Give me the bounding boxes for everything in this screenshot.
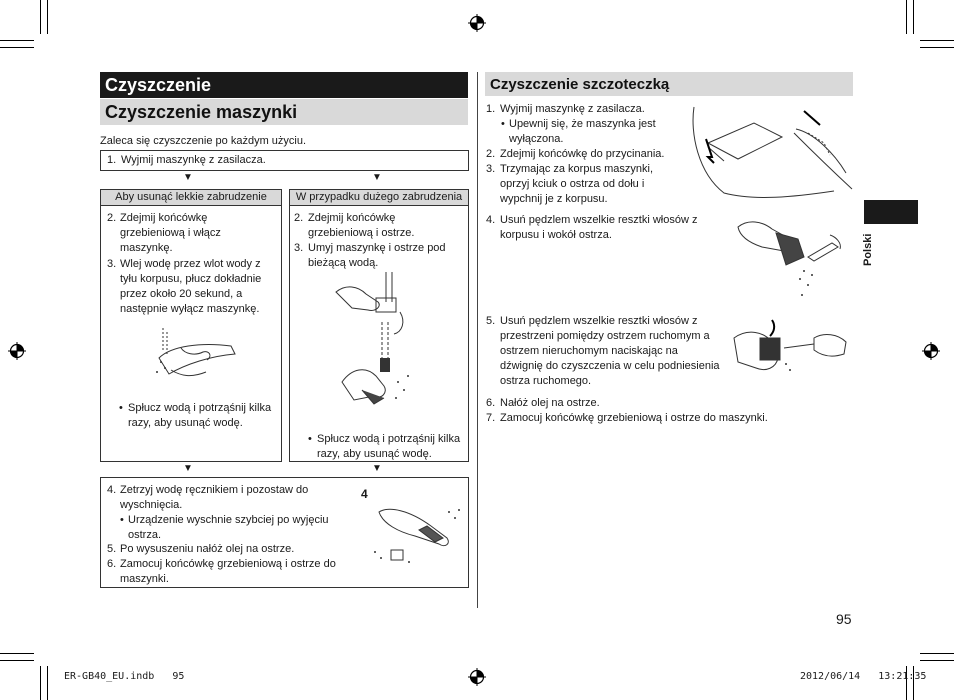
- crop-mark: [40, 0, 41, 34]
- note-line: razy, aby usunąć wodę.: [128, 417, 243, 429]
- step4-bullet-line: ostrza.: [128, 529, 162, 541]
- intro-text: Zaleca się czyszczenie po każdym użyciu.: [100, 135, 307, 147]
- brush-blade-illustration: [728, 318, 850, 390]
- registration-mark-icon: [468, 14, 486, 32]
- registration-mark-icon: [468, 668, 486, 686]
- crop-mark: [0, 40, 34, 41]
- crop-mark: [40, 666, 41, 700]
- step2-number: 2.: [294, 212, 304, 224]
- crop-mark: [0, 660, 34, 661]
- step3-line: bieżącą wodą.: [308, 257, 379, 269]
- language-tab: [864, 200, 918, 224]
- r-step4-line: korpusu i wokół ostrza.: [500, 229, 612, 241]
- crop-mark: [920, 660, 954, 661]
- r-step1-bullet: •: [501, 118, 505, 130]
- step3-number: 3.: [107, 258, 117, 270]
- arrow-down-icon: ▼: [372, 172, 382, 183]
- crop-mark: [47, 0, 48, 34]
- step3-line: tyłu korpusu, płucz dokładnie: [120, 273, 262, 285]
- wash-illustration: [332, 272, 422, 422]
- note-bullet: •: [119, 402, 123, 414]
- r-step1-text: Wyjmij maszynkę z zasilacza.: [500, 103, 645, 115]
- registration-mark-icon: [922, 342, 940, 360]
- step2-line: Zdejmij końcówkę: [308, 212, 396, 224]
- r-step3-line: oprzyj kciuk o ostrza od dołu i: [500, 178, 645, 190]
- step2-line: Zdejmij końcówkę: [120, 212, 208, 224]
- r-step3-line: wypchnij je z korpusu.: [500, 193, 608, 205]
- r-step6-number: 6.: [486, 397, 496, 409]
- footer-file: ER-GB40_EU.indb 95: [64, 671, 185, 682]
- note-line: razy, aby usunąć wodę.: [317, 448, 432, 460]
- arrow-down-icon: ▼: [183, 463, 193, 474]
- crop-mark: [920, 653, 954, 654]
- crop-mark: [906, 0, 907, 34]
- brush-body-illustration: [732, 213, 848, 307]
- r-step6-text: Nałóż olej na ostrze.: [500, 397, 600, 409]
- column-divider: [477, 72, 478, 608]
- r-step4-line: Usuń pędzlem wszelkie resztki włosów z: [500, 214, 698, 226]
- final-steps-box: [100, 477, 469, 588]
- r-step2-text: Zdejmij końcówkę do przycinania.: [500, 148, 665, 160]
- arrow-down-icon: ▼: [183, 172, 193, 183]
- note-line: Spłucz wodą i potrząśnij kilka: [317, 433, 461, 445]
- step4-line: Zetrzyj wodę ręcznikiem i pozostaw do: [120, 484, 309, 496]
- crop-mark: [0, 653, 34, 654]
- figure-label: 4: [361, 487, 368, 501]
- step3-line: przez około 20 sekund, a: [120, 288, 243, 300]
- r-step4-number: 4.: [486, 214, 496, 226]
- step4-bullet-line: Urządzenie wyschnie szybciej po wyjęciu: [128, 514, 329, 526]
- right-section-title: Czyszczenie szczoteczką: [485, 72, 853, 96]
- crop-mark: [47, 666, 48, 700]
- r-step1-bullet-line: Upewnij się, że maszynka jest: [509, 118, 656, 130]
- footer-date: 2012/06/14 13:21:35: [800, 671, 927, 682]
- arrow-down-icon: ▼: [372, 463, 382, 474]
- step3-number: 3.: [294, 242, 304, 254]
- page-number: 95: [836, 611, 852, 627]
- step1-text: Wyjmij maszynkę z zasilacza.: [121, 154, 266, 166]
- r-step3-line: Trzymając za korpus maszynki,: [500, 163, 654, 175]
- subsection-title: Czyszczenie maszynki: [100, 99, 468, 125]
- light-dirt-heading: Aby usunąć lekkie zabrudzenie: [101, 190, 281, 206]
- heavy-dirt-box: [289, 189, 469, 462]
- r-step2-number: 2.: [486, 148, 496, 160]
- step2-line: grzebieniową i włącz: [120, 227, 221, 239]
- registration-mark-icon: [8, 342, 26, 360]
- step4-bullet: •: [120, 514, 124, 526]
- r-step5-line: przestrzeni pomiędzy ostrzem ruchomym a: [500, 330, 710, 342]
- step3-line: Umyj maszynkę i ostrze pod: [308, 242, 446, 254]
- step2-line: maszynkę.: [120, 242, 173, 254]
- r-step7-text: Zamocuj końcówkę grzebieniową i ostrze do maszynki.: [500, 412, 768, 424]
- light-dirt-box: [100, 189, 282, 462]
- section-title: Czyszczenie: [100, 72, 468, 98]
- crop-mark: [920, 40, 954, 41]
- step6-line: Zamocuj końcówkę grzebieniową i ostrze do: [120, 558, 336, 570]
- step3-line: Wlej wodę przez wlot wody z: [120, 258, 261, 270]
- step5-text: Po wysuszeniu nałóż olej na ostrze.: [120, 543, 295, 555]
- rinse-illustration: [151, 328, 241, 388]
- crop-mark: [0, 47, 34, 48]
- step1-number: 1.: [107, 154, 117, 166]
- step2-number: 2.: [107, 212, 117, 224]
- r-step5-line: ostrzem nieruchomym naciskając na: [500, 345, 678, 357]
- note-line: Spłucz wodą i potrząśnij kilka: [128, 402, 272, 414]
- r-step1-bullet-line: wyłączona.: [509, 133, 564, 145]
- step2-line: grzebieniową i ostrze.: [308, 227, 415, 239]
- step1-box: [100, 150, 469, 171]
- language-label: Polski: [862, 233, 874, 266]
- r-step5-line: dźwignię do czyszczenia w celu podniesienia: [500, 360, 720, 372]
- step4-number: 4.: [107, 484, 117, 496]
- r-step5-number: 5.: [486, 315, 496, 327]
- heavy-dirt-heading: W przypadku dużego zabrudzenia: [290, 190, 468, 206]
- step6-number: 6.: [107, 558, 117, 570]
- step6-line: maszynki.: [120, 573, 169, 585]
- crop-mark: [913, 0, 914, 34]
- r-step5-line: ostrza ruchomego.: [500, 375, 592, 387]
- step4-line: wyschnięcia.: [120, 499, 183, 511]
- step5-number: 5.: [107, 543, 117, 555]
- note-bullet: •: [308, 433, 312, 445]
- r-step3-number: 3.: [486, 163, 496, 175]
- r-step1-number: 1.: [486, 103, 496, 115]
- dry-illustration: [369, 502, 465, 568]
- crop-mark: [920, 47, 954, 48]
- r-step7-number: 7.: [486, 412, 496, 424]
- r-step5-line: Usuń pędzlem wszelkie resztki włosów z: [500, 315, 698, 327]
- step3-line: następnie wyłącz maszynkę.: [120, 303, 260, 315]
- blade-removal-illustration: [684, 103, 856, 199]
